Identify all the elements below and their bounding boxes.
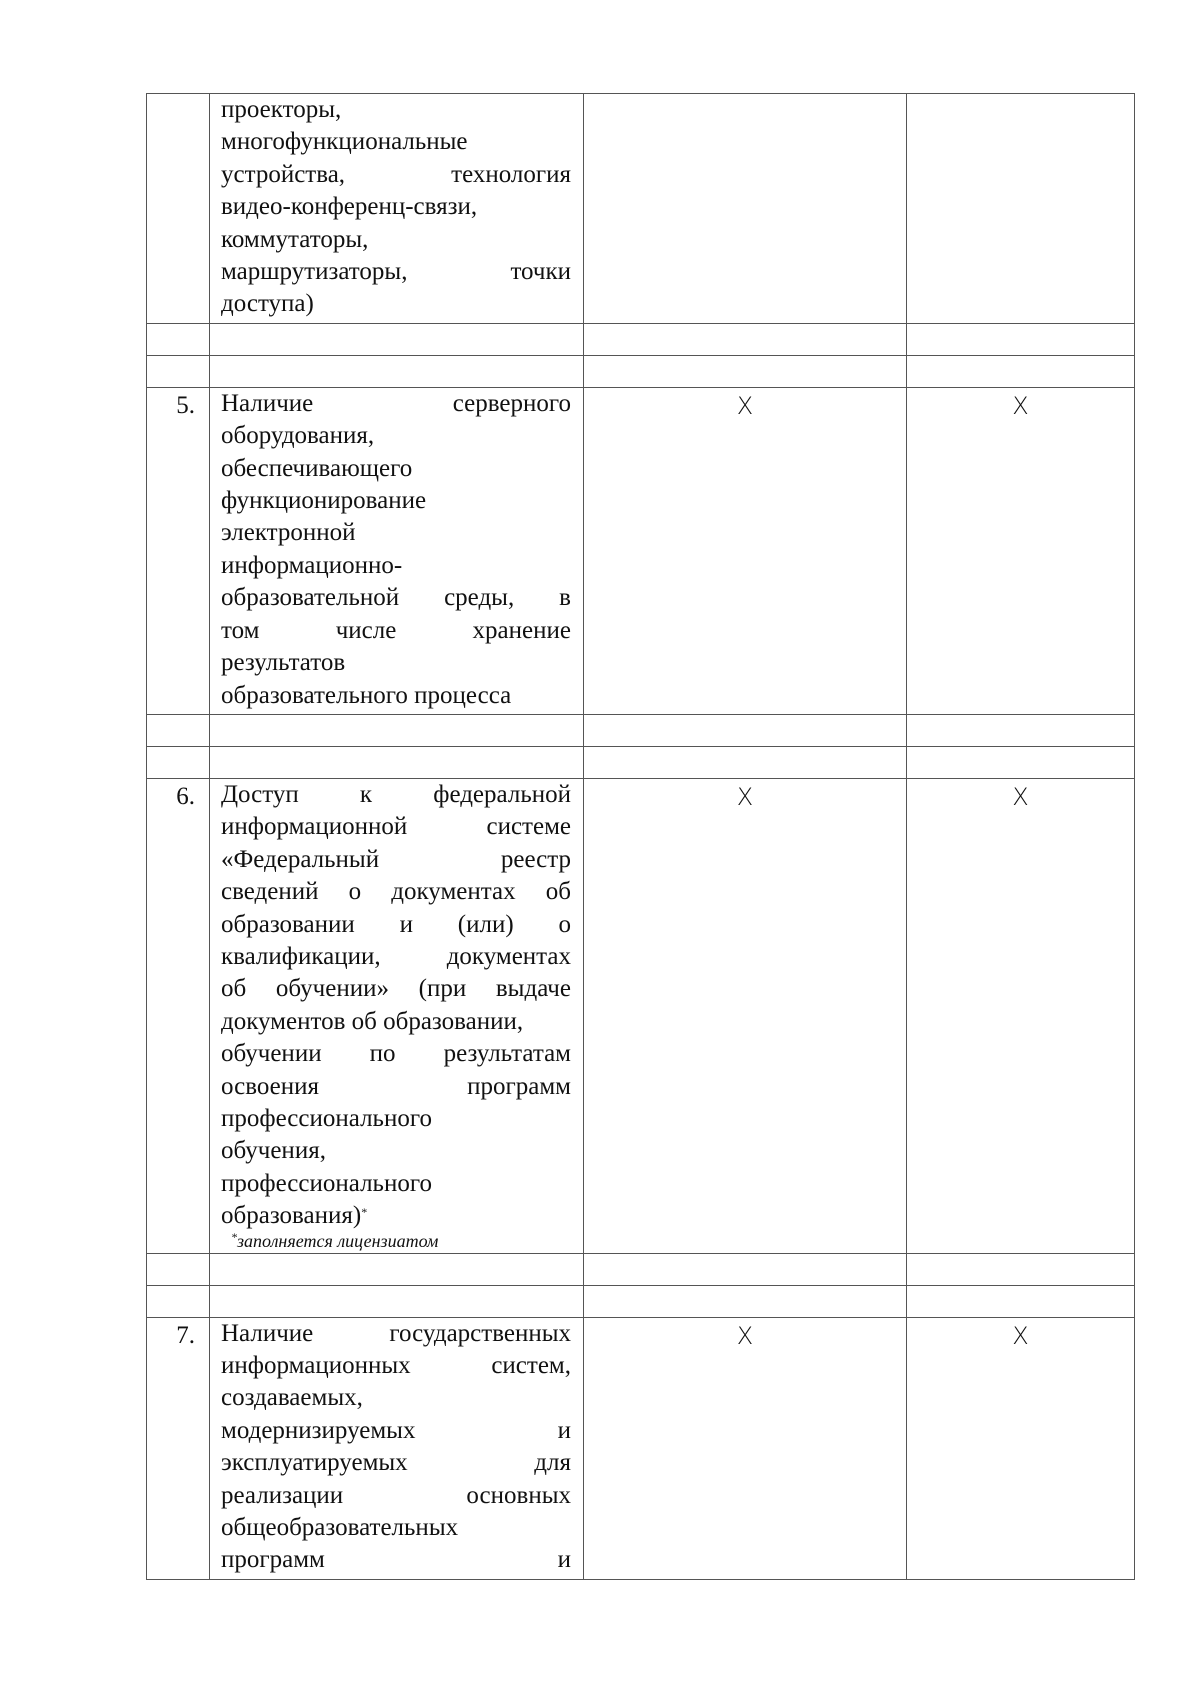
table-row xyxy=(147,1317,1135,1579)
empty-cell xyxy=(584,746,907,778)
empty-cell xyxy=(210,1253,584,1285)
empty-row xyxy=(147,746,1135,778)
description-line xyxy=(221,647,571,679)
table-body xyxy=(147,94,1135,1580)
description-word: хранение xyxy=(472,616,571,644)
requirement-description xyxy=(210,387,584,714)
description-word: создаваемых, xyxy=(221,1384,363,1412)
description-word: образовательной xyxy=(221,584,400,612)
description-word: обучении» xyxy=(275,975,389,1003)
description-word: маршрутизаторы, xyxy=(221,258,408,286)
footnote-mark: * xyxy=(361,1205,368,1220)
empty-cell xyxy=(584,714,907,746)
footnote-mark: * xyxy=(231,1229,237,1244)
description-word: документов об образовании, xyxy=(221,1007,524,1035)
description-word: сведений xyxy=(221,878,319,906)
description-line xyxy=(221,1318,571,1350)
document-page xyxy=(146,93,1134,1580)
empty-cell xyxy=(210,714,584,746)
description-word: выдаче xyxy=(495,975,571,1003)
description-word: обучения, xyxy=(221,1137,326,1165)
empty-cell xyxy=(147,746,210,778)
description-word: (при xyxy=(418,975,467,1003)
description-line xyxy=(221,1071,571,1103)
empty-cell xyxy=(210,355,584,387)
description-line xyxy=(221,1382,571,1414)
description-word: точки xyxy=(510,258,571,286)
description-word: освоения xyxy=(221,1072,320,1100)
table-row xyxy=(147,94,1135,324)
description-word: программ xyxy=(467,1072,571,1100)
row-number: 5. xyxy=(147,387,210,714)
description-line xyxy=(221,1512,571,1544)
description-word: видео-конференц-связи, xyxy=(221,193,478,221)
description-line xyxy=(221,1006,571,1038)
description-word: реестр xyxy=(500,845,571,873)
empty-cell xyxy=(907,355,1135,387)
description-line xyxy=(221,485,571,517)
description-word: образовательного процесса xyxy=(221,681,512,709)
description-word: по xyxy=(369,1040,396,1068)
table-row xyxy=(147,778,1135,1253)
description-line xyxy=(221,224,571,256)
requirement-description xyxy=(210,94,584,324)
description-word: документах xyxy=(446,942,571,970)
description-word: к xyxy=(359,780,373,808)
empty-cell xyxy=(584,323,907,355)
row-number: 6. xyxy=(147,778,210,1253)
description-word: проекторы, xyxy=(221,96,342,123)
description-word: и xyxy=(557,1546,571,1574)
description-word: Наличие xyxy=(221,1319,314,1347)
empty-cell xyxy=(210,1285,584,1317)
description-line xyxy=(221,517,571,549)
description-word: модернизируемых xyxy=(221,1416,416,1444)
description-word: федеральной xyxy=(433,780,571,808)
description-word: (или) xyxy=(457,910,514,938)
description-word: квалификации, xyxy=(221,942,381,970)
description-line xyxy=(221,1480,571,1512)
description-word: устройства, xyxy=(221,160,346,188)
description-word: технология xyxy=(451,160,571,188)
description-line xyxy=(221,1168,571,1200)
empty-cell xyxy=(907,746,1135,778)
description-word: в xyxy=(559,584,571,612)
description-word: информационной xyxy=(221,813,408,841)
empty-cell xyxy=(907,323,1135,355)
description-line xyxy=(221,550,571,582)
description-word: системе xyxy=(486,813,571,841)
description-word: результатам xyxy=(443,1040,571,1068)
description-word: многофункциональные xyxy=(221,128,468,156)
description-word: реализации xyxy=(221,1481,344,1509)
description-line xyxy=(221,1415,571,1447)
empty-row xyxy=(147,1285,1135,1317)
empty-row xyxy=(147,323,1135,355)
description-line xyxy=(221,615,571,647)
description-word: профессионального xyxy=(221,1169,432,1197)
description-line xyxy=(221,1038,571,1070)
requirement-description xyxy=(210,1317,584,1579)
description-word: эксплуатируемых xyxy=(221,1449,408,1477)
description-line xyxy=(221,288,571,320)
empty-cell xyxy=(584,1285,907,1317)
description-word: доступа) xyxy=(221,290,314,318)
row-number: 7. xyxy=(147,1317,210,1579)
description-word: государственных xyxy=(389,1319,571,1347)
column-b-cell: Х xyxy=(907,387,1135,714)
description-word: основных xyxy=(466,1481,571,1509)
description-word: об xyxy=(221,975,247,1003)
empty-cell xyxy=(584,355,907,387)
description-line xyxy=(221,779,571,811)
empty-cell xyxy=(147,355,210,387)
description-line xyxy=(221,1447,571,1479)
description-word: об xyxy=(545,878,571,906)
description-word: обучении xyxy=(221,1040,322,1068)
empty-cell xyxy=(907,1253,1135,1285)
description-line xyxy=(221,811,571,843)
empty-cell xyxy=(907,714,1135,746)
description-word: общеобразовательных xyxy=(221,1514,459,1542)
table-row xyxy=(147,387,1135,714)
description-word: функционирование xyxy=(221,487,427,515)
description-line xyxy=(221,1544,571,1576)
description-line xyxy=(221,973,571,1005)
empty-cell xyxy=(147,714,210,746)
description-word: для xyxy=(534,1449,571,1477)
requirements-table xyxy=(146,93,1135,1580)
description-word: обеспечивающего xyxy=(221,454,413,482)
description-line xyxy=(221,909,571,941)
column-b-cell: Х xyxy=(907,1317,1135,1579)
description-word: систем, xyxy=(491,1352,571,1379)
description-word: оборудования, xyxy=(221,422,375,450)
description-word: и xyxy=(399,910,413,938)
description-line xyxy=(221,941,571,973)
description-line xyxy=(221,388,571,420)
description-line xyxy=(221,159,571,191)
empty-row xyxy=(147,1253,1135,1285)
empty-cell xyxy=(907,1285,1135,1317)
description-word: среды, xyxy=(444,584,515,612)
description-word: документах xyxy=(391,878,516,906)
description-line xyxy=(221,453,571,485)
description-word: и xyxy=(557,1416,571,1444)
description-word: серверного xyxy=(452,389,571,417)
description-word: коммутаторы, xyxy=(221,225,369,253)
description-word: о xyxy=(558,910,571,938)
description-line xyxy=(221,126,571,158)
description-line xyxy=(221,1200,571,1232)
empty-row xyxy=(147,714,1135,746)
empty-cell xyxy=(210,746,584,778)
description-word: информационно- xyxy=(221,551,403,579)
description-word: о xyxy=(348,878,362,906)
requirement-description xyxy=(210,778,584,1253)
footnote-text: заполняется лицензиатом xyxy=(237,1230,439,1251)
description-line xyxy=(221,1135,571,1167)
description-word: том xyxy=(221,616,260,644)
empty-cell xyxy=(584,1253,907,1285)
column-a-cell: Х xyxy=(584,778,907,1253)
empty-cell xyxy=(147,1253,210,1285)
column-b-cell: Х xyxy=(907,778,1135,1253)
description-line xyxy=(221,1350,571,1382)
empty-cell xyxy=(147,1285,210,1317)
description-word: Наличие xyxy=(221,389,314,417)
column-a-cell xyxy=(584,94,907,324)
description-word: результатов xyxy=(221,649,346,677)
row-number xyxy=(147,94,210,324)
description-line xyxy=(221,680,571,712)
description-line xyxy=(221,876,571,908)
description-line xyxy=(221,191,571,223)
column-b-cell xyxy=(907,94,1135,324)
description-word: электронной xyxy=(221,519,356,547)
description-line xyxy=(221,844,571,876)
description-line xyxy=(221,1103,571,1135)
description-word: образования) xyxy=(221,1202,362,1230)
description-word: информационных xyxy=(221,1352,411,1379)
description-line xyxy=(221,582,571,614)
description-word: Доступ xyxy=(221,780,299,808)
column-a-cell: Х xyxy=(584,387,907,714)
description-line xyxy=(221,256,571,288)
empty-cell xyxy=(147,323,210,355)
description-line xyxy=(221,94,571,126)
description-word: числе xyxy=(335,616,397,644)
empty-cell xyxy=(210,323,584,355)
column-a-cell: Х xyxy=(584,1317,907,1579)
description-word: профессионального xyxy=(221,1104,432,1132)
description-line xyxy=(221,420,571,452)
empty-row xyxy=(147,355,1135,387)
description-word: «Федеральный xyxy=(221,845,380,873)
description-word: образовании xyxy=(221,910,355,938)
footnote xyxy=(221,1231,571,1251)
description-word: программ xyxy=(221,1546,325,1574)
